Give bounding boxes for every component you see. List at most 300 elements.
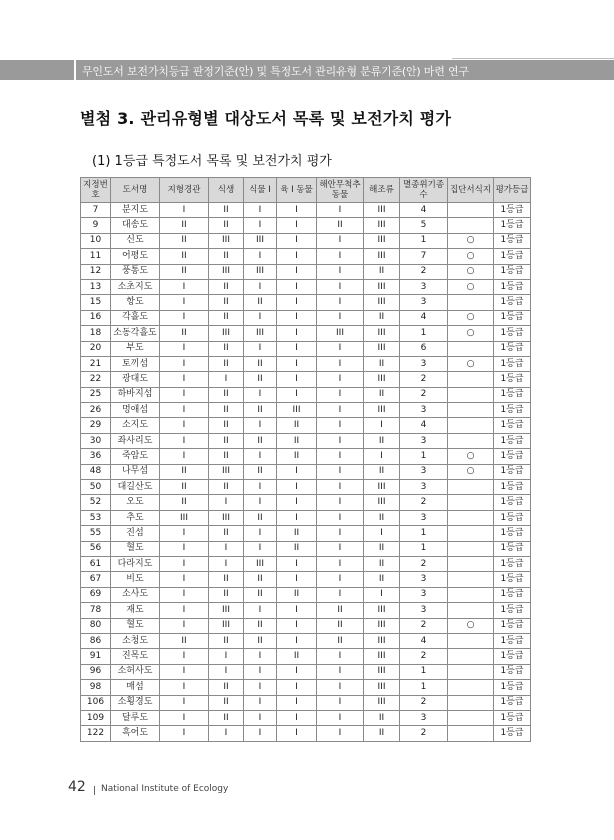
table-cell: I [160, 587, 209, 602]
table-cell: ○ [448, 326, 494, 341]
table-cell: 2 [400, 649, 448, 664]
header-notch [74, 60, 76, 80]
table-cell: III [209, 233, 244, 248]
table-cell: I [317, 295, 364, 310]
table-cell: 50 [81, 480, 111, 495]
table-cell: III [364, 603, 400, 618]
table-cell: 2 [400, 726, 448, 741]
table-row [81, 633, 531, 648]
table-cell: I [317, 433, 364, 448]
table-cell: ○ [448, 310, 494, 325]
table-cell: I [244, 249, 277, 264]
table-cell: I [317, 695, 364, 710]
table-cell: I [160, 387, 209, 402]
table-cell: 좌사리도 [111, 433, 160, 448]
table-cell: II [317, 218, 364, 233]
table-cell: ○ [448, 356, 494, 371]
table-cell: II [364, 464, 400, 479]
table-cell: III [160, 510, 209, 525]
table-cell: II [244, 572, 277, 587]
table-cell: I [160, 710, 209, 725]
table-cell: I [277, 218, 317, 233]
table-cell: I [244, 449, 277, 464]
table-cell: 21 [81, 356, 111, 371]
table-cell: 1등급 [494, 464, 531, 479]
table-cell: I [160, 356, 209, 371]
table-row [81, 541, 531, 556]
table-cell: I [160, 433, 209, 448]
table-cell: 나무섬 [111, 464, 160, 479]
table-cell: II [209, 387, 244, 402]
table-cell: 12 [81, 264, 111, 279]
table-cell: II [160, 264, 209, 279]
table-header-row [81, 178, 531, 203]
table-cell [448, 603, 494, 618]
table-cell [448, 726, 494, 741]
table-cell: I [244, 218, 277, 233]
table-cell: I [160, 526, 209, 541]
table-cell: 3 [400, 295, 448, 310]
table-cell: II [277, 541, 317, 556]
table-cell: 69 [81, 587, 111, 602]
table-cell: I [317, 403, 364, 418]
page-number: 42 [68, 779, 86, 795]
running-header-title: 무인도서 보전가치등급 판정기준(안) 및 특정도서 관리유형 분류기준(안) 마련 연구 [82, 65, 469, 78]
table-cell: II [364, 556, 400, 571]
table-cell: I [277, 279, 317, 294]
table-cell: 4 [400, 310, 448, 325]
table-body [81, 203, 531, 742]
table-cell: I [244, 387, 277, 402]
table-cell [448, 341, 494, 356]
table-cell: III [244, 264, 277, 279]
table-cell: 1 [400, 526, 448, 541]
section-title: (1) 1등급 특정도서 목록 및 보전가치 평가 [92, 154, 332, 169]
table-cell: 7 [81, 203, 111, 218]
table-cell [448, 480, 494, 495]
table-cell: I [244, 480, 277, 495]
table-cell: 1등급 [494, 587, 531, 602]
table-cell: I [244, 710, 277, 725]
table-cell: I [160, 726, 209, 741]
table-cell: II [244, 464, 277, 479]
table-cell: II [364, 541, 400, 556]
table-cell: I [244, 664, 277, 679]
table-cell: 광대도 [111, 372, 160, 387]
table-row [81, 510, 531, 525]
table-cell: ○ [448, 464, 494, 479]
table-cell: 1등급 [494, 618, 531, 633]
table-cell: II [209, 680, 244, 695]
table-cell [448, 510, 494, 525]
table-cell: 1등급 [494, 649, 531, 664]
table-cell: II [364, 572, 400, 587]
table-row [81, 572, 531, 587]
table-cell: 대송도 [111, 218, 160, 233]
table-cell: III [364, 249, 400, 264]
table-cell [448, 218, 494, 233]
table-cell: III [244, 233, 277, 248]
table-cell: 1 [400, 541, 448, 556]
table-cell: III [209, 603, 244, 618]
appendix-title: 별첨 3. 관리유형별 대상도서 목록 및 보전가치 평가 [80, 109, 452, 128]
table-cell: 2 [400, 618, 448, 633]
table-cell: 1등급 [494, 680, 531, 695]
table-cell: 분지도 [111, 203, 160, 218]
table-cell: 4 [400, 203, 448, 218]
col-header-endangered: 멸종위기종수 [400, 178, 448, 203]
table-cell: 1 [400, 233, 448, 248]
table-cell: I [317, 387, 364, 402]
table-cell: I [277, 264, 317, 279]
table-cell: I [277, 633, 317, 648]
table-cell [448, 572, 494, 587]
table-row [81, 710, 531, 725]
table-cell: I [244, 203, 277, 218]
table-row [81, 249, 531, 264]
table-row [81, 372, 531, 387]
col-header-seaweed: 해조류 [364, 178, 400, 203]
table-cell: II [209, 279, 244, 294]
table-cell: I [244, 310, 277, 325]
table-row [81, 433, 531, 448]
table-cell: 30 [81, 433, 111, 448]
table-cell: 3 [400, 710, 448, 725]
table-cell: III [364, 326, 400, 341]
table-cell: 2 [400, 264, 448, 279]
table-row [81, 649, 531, 664]
table-cell: 91 [81, 649, 111, 664]
table-cell [448, 695, 494, 710]
table-cell [448, 495, 494, 510]
table-cell: I [160, 603, 209, 618]
table-cell: 1등급 [494, 326, 531, 341]
table-cell: II [209, 433, 244, 448]
table-row [81, 618, 531, 633]
table-cell: 어평도 [111, 249, 160, 264]
table-cell: II [364, 710, 400, 725]
island-evaluation-table [80, 177, 531, 742]
table-cell: 진목도 [111, 649, 160, 664]
table-cell: 1 [400, 664, 448, 679]
table-cell: I [160, 295, 209, 310]
table-cell: III [209, 618, 244, 633]
table-cell: II [209, 695, 244, 710]
table-cell: I [277, 695, 317, 710]
table-cell: 16 [81, 310, 111, 325]
table-cell: I [160, 541, 209, 556]
table-cell: I [317, 264, 364, 279]
table-cell: I [160, 664, 209, 679]
table-cell: 86 [81, 633, 111, 648]
table-row [81, 403, 531, 418]
table-cell: III [317, 326, 364, 341]
table-cell: ○ [448, 233, 494, 248]
table-cell: I [160, 310, 209, 325]
table-cell: I [160, 556, 209, 571]
table-cell: 109 [81, 710, 111, 725]
table-cell: 소초지도 [111, 279, 160, 294]
table-cell: ○ [448, 618, 494, 633]
table-row [81, 203, 531, 218]
table-cell: II [160, 218, 209, 233]
table-cell: I [317, 680, 364, 695]
table-cell: 추도 [111, 510, 160, 525]
table-cell: III [364, 203, 400, 218]
table-cell: 29 [81, 418, 111, 433]
table-cell: 10 [81, 233, 111, 248]
table-cell: I [277, 710, 317, 725]
table-cell: I [317, 449, 364, 464]
table-cell: I [317, 279, 364, 294]
footer-organization: National Institute of Ecology [101, 784, 229, 794]
table-cell [448, 649, 494, 664]
table-cell: II [209, 203, 244, 218]
table-cell: III [364, 649, 400, 664]
table-cell: I [317, 587, 364, 602]
table-cell: I [364, 449, 400, 464]
table-cell: I [317, 249, 364, 264]
table-cell: I [160, 279, 209, 294]
table-cell: I [160, 680, 209, 695]
table-cell: I [277, 664, 317, 679]
table-cell: 1등급 [494, 495, 531, 510]
table-cell [448, 433, 494, 448]
table-cell: III [364, 695, 400, 710]
table-cell: II [160, 326, 209, 341]
table-cell: 재도 [111, 603, 160, 618]
table-cell: 항도 [111, 295, 160, 310]
table-cell: 1등급 [494, 572, 531, 587]
table-cell: II [209, 449, 244, 464]
col-header-fauna: 육 I 동물 [277, 178, 317, 203]
table-cell: 4 [400, 633, 448, 648]
table-cell: I [209, 649, 244, 664]
table-cell: 3 [400, 587, 448, 602]
table-cell: III [364, 233, 400, 248]
table-cell: II [244, 587, 277, 602]
table-cell: ○ [448, 279, 494, 294]
table-cell: 토끼섬 [111, 356, 160, 371]
table-cell: I [244, 726, 277, 741]
table-cell: 15 [81, 295, 111, 310]
table-cell: 80 [81, 618, 111, 633]
table-cell: I [277, 680, 317, 695]
table-cell: II [364, 387, 400, 402]
table-cell: 67 [81, 572, 111, 587]
table-cell: 1 [400, 326, 448, 341]
table-cell: 대길산도 [111, 480, 160, 495]
table-cell: 소지도 [111, 418, 160, 433]
table-cell: I [317, 480, 364, 495]
table-cell: 1등급 [494, 310, 531, 325]
table-cell: III [364, 633, 400, 648]
col-header-vegetation: 식생 [209, 178, 244, 203]
table-cell: I [277, 618, 317, 633]
table-cell: II [160, 464, 209, 479]
table-cell: 매섬 [111, 680, 160, 695]
table-cell: II [209, 341, 244, 356]
table-cell: I [277, 326, 317, 341]
table-row [81, 680, 531, 695]
table-cell: 1등급 [494, 279, 531, 294]
table-cell: I [244, 649, 277, 664]
table-cell: 1 [400, 449, 448, 464]
table-cell: II [277, 587, 317, 602]
table-cell: I [277, 310, 317, 325]
table-cell: II [244, 633, 277, 648]
col-header-flora: 식물 I [244, 178, 277, 203]
col-header-name: 도서명 [111, 178, 160, 203]
table-cell: II [317, 618, 364, 633]
table-cell: I [277, 295, 317, 310]
table-cell: II [277, 649, 317, 664]
table-cell: 신도 [111, 233, 160, 248]
table-cell: 소횡경도 [111, 695, 160, 710]
table-cell: 2 [400, 495, 448, 510]
table-row [81, 449, 531, 464]
table-cell: 1 [400, 680, 448, 695]
table-cell: II [160, 633, 209, 648]
table-cell: II [317, 633, 364, 648]
table-cell: I [317, 726, 364, 741]
table-cell: 달루도 [111, 710, 160, 725]
table-cell: I [244, 341, 277, 356]
table-cell: I [317, 310, 364, 325]
table-cell: 1등급 [494, 403, 531, 418]
table-cell: III [364, 664, 400, 679]
table-cell: III [364, 218, 400, 233]
table-row [81, 387, 531, 402]
table-cell: I [317, 710, 364, 725]
table-cell [448, 372, 494, 387]
table-cell: 흑어도 [111, 726, 160, 741]
table-cell: III [244, 556, 277, 571]
table-cell: 3 [400, 480, 448, 495]
table-cell: I [277, 495, 317, 510]
table-cell: 1등급 [494, 633, 531, 648]
table-cell: 다라지도 [111, 556, 160, 571]
col-header-colony: 집단서식지 [448, 178, 494, 203]
table-cell: 9 [81, 218, 111, 233]
table-cell: III [364, 495, 400, 510]
table-cell [448, 710, 494, 725]
table-cell: I [277, 464, 317, 479]
table-row [81, 664, 531, 679]
table-cell: 1등급 [494, 726, 531, 741]
table-cell: 1등급 [494, 541, 531, 556]
table-cell: II [209, 633, 244, 648]
table-cell: 1등급 [494, 418, 531, 433]
table-cell: 18 [81, 326, 111, 341]
table-cell: II [364, 510, 400, 525]
table-cell: 20 [81, 341, 111, 356]
table-cell: II [244, 356, 277, 371]
table-row [81, 480, 531, 495]
table-cell: 2 [400, 695, 448, 710]
table-cell: 1등급 [494, 449, 531, 464]
table-cell: 1등급 [494, 264, 531, 279]
table-cell: I [160, 418, 209, 433]
table-cell: 1등급 [494, 233, 531, 248]
table-cell [448, 295, 494, 310]
table-cell: I [244, 418, 277, 433]
header-rule [452, 58, 614, 59]
table-cell: I [317, 556, 364, 571]
table-cell: II [364, 356, 400, 371]
table-cell: I [277, 249, 317, 264]
table-cell: II [364, 433, 400, 448]
table-cell [448, 203, 494, 218]
table-cell: I [317, 233, 364, 248]
table-cell: 26 [81, 403, 111, 418]
table-cell: II [160, 249, 209, 264]
table-cell: II [209, 572, 244, 587]
table-cell: III [364, 480, 400, 495]
table-row [81, 464, 531, 479]
table-cell: II [209, 310, 244, 325]
table-cell: I [364, 418, 400, 433]
table-cell: I [244, 279, 277, 294]
table-cell: I [160, 618, 209, 633]
table-cell: II [244, 433, 277, 448]
table-cell: II [244, 403, 277, 418]
table-cell: II [209, 295, 244, 310]
table-cell: 1등급 [494, 710, 531, 725]
table-cell: 3 [400, 603, 448, 618]
table-cell: 4 [400, 418, 448, 433]
table-row [81, 233, 531, 248]
table-cell: I [160, 695, 209, 710]
table-cell: 1등급 [494, 218, 531, 233]
table-cell: II [209, 480, 244, 495]
table-cell: II [209, 526, 244, 541]
table-row [81, 218, 531, 233]
table-cell: III [364, 279, 400, 294]
table-row [81, 526, 531, 541]
table-cell [448, 633, 494, 648]
table-cell: 3 [400, 510, 448, 525]
col-header-invertebrates: 해안무척추동물 [317, 178, 364, 203]
table-cell: I [317, 495, 364, 510]
table-cell: III [209, 326, 244, 341]
table-row [81, 341, 531, 356]
table-cell: 56 [81, 541, 111, 556]
table-cell: 53 [81, 510, 111, 525]
table-cell: II [209, 587, 244, 602]
table-cell: I [277, 572, 317, 587]
table-cell: 1등급 [494, 295, 531, 310]
table-cell: II [160, 495, 209, 510]
table-cell: I [244, 603, 277, 618]
table-cell: 소동각흘도 [111, 326, 160, 341]
table-cell: ○ [448, 249, 494, 264]
table-cell [448, 418, 494, 433]
table-cell: I [277, 387, 317, 402]
table-cell: I [317, 572, 364, 587]
table-cell: 5 [400, 218, 448, 233]
table-cell: I [209, 664, 244, 679]
table-cell: III [364, 372, 400, 387]
col-header-id: 지정번호 [81, 178, 111, 203]
table-cell: 3 [400, 279, 448, 294]
table-cell: II [209, 710, 244, 725]
table-cell: II [209, 418, 244, 433]
table-cell: II [209, 403, 244, 418]
table-cell: I [364, 587, 400, 602]
table-cell: I [317, 341, 364, 356]
table-cell: 1등급 [494, 372, 531, 387]
